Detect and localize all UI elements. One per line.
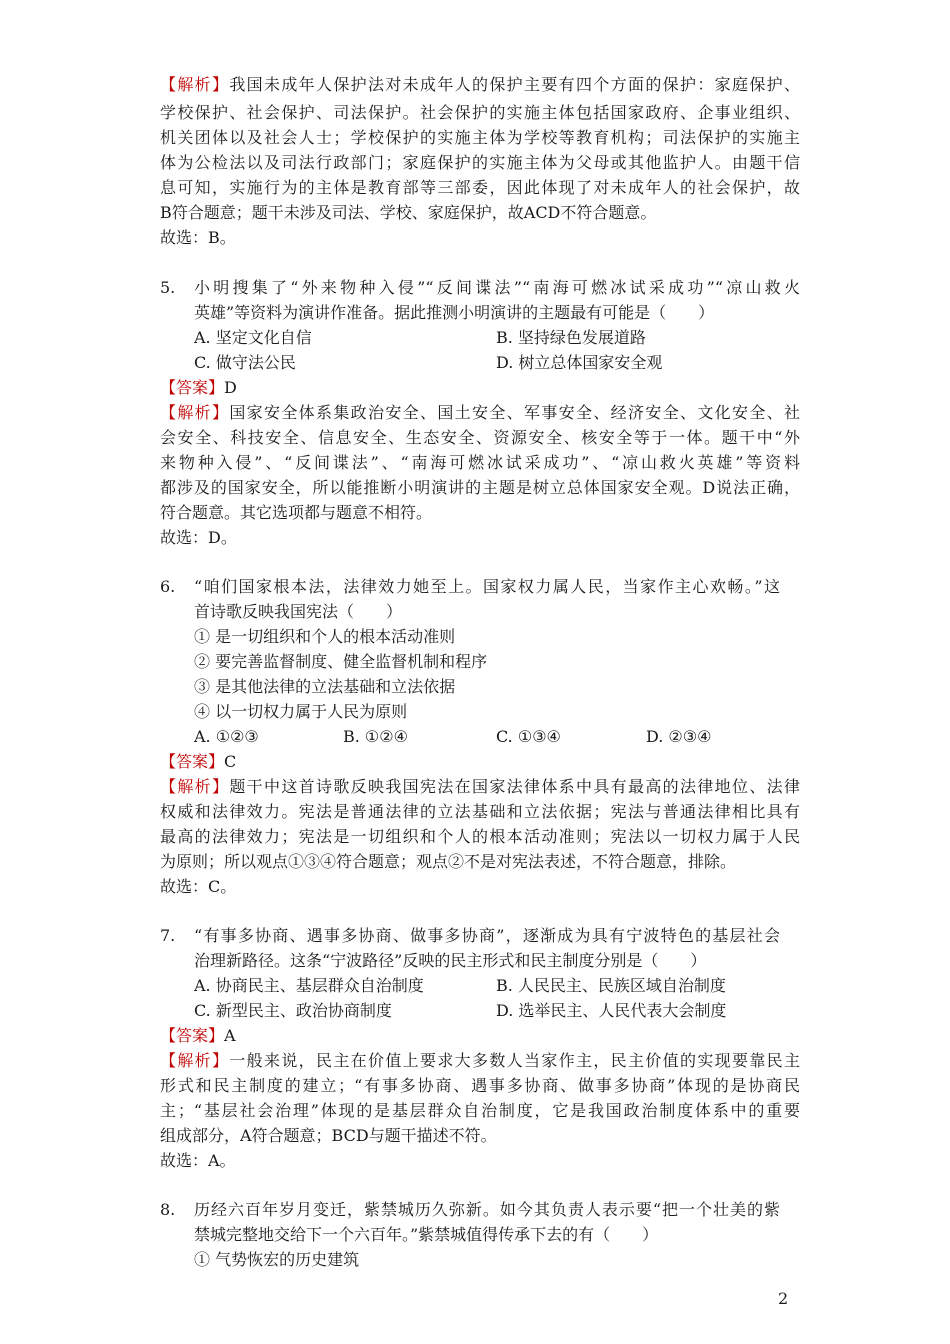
analysis-line: 为原则；所以观点①③④符合题意；观点②不是对宪法表述，不符合题意，排除。 [160,852,737,871]
answer-value: C [224,752,237,771]
option-a: A. 坚定文化自信 [194,328,312,347]
final-answer: 故选：C。 [160,877,237,896]
question-number: 8. [160,1200,176,1219]
analysis-line: 体为公检法以及司法行政部门；家庭保护的实施主体为父母或其他监护人。由题干信 [160,153,800,172]
final-answer: 故选：D。 [160,528,237,547]
analysis-line: 息可知，实施行为的主体是教育部等三部委，因此体现了对未成年人的社会保护，故 [160,178,800,197]
statement-item: ③ 是其他法律的立法基础和立法依据 [194,677,456,696]
option-b: B. 坚持绿色发展道路 [496,328,646,347]
question-stem: 小明搜集了“外来物种入侵”“反间谍法”“南海可燃冰试采成功”“凉山救火 [194,278,800,297]
analysis-line: 【解析】一般来说，民主在价值上要求大多数人当家作主，民主价值的实现要靠民主 [160,1051,800,1070]
analysis-line: 都涉及的国家安全，所以能推断小明演讲的主题是树立总体国家安全观。D说法正确， [160,478,800,497]
analysis-line: 【解析】题干中这首诗歌反映我国宪法在国家法律体系中具有最高的法律地位、法律 [160,777,800,796]
analysis-tag: 【解析】 [160,1051,230,1070]
analysis-line: B符合题意；题干未涉及司法、学校、家庭保护，故ACD不符合题意。 [160,203,657,222]
option-a: A. ①②③ [194,727,259,746]
statement-item: ④ 以一切权力属于人民为原则 [194,702,408,721]
statement-item: ② 要完善监督制度、健全监督机制和程序 [194,652,488,671]
option-d: D. 选举民主、人民代表大会制度 [496,1001,727,1020]
question-number: 5. [160,278,176,297]
option-d: D. 树立总体国家安全观 [496,353,663,372]
analysis-line: 形式和民主制度的建立；“有事多协商、遇事多协商、做事多协商”体现的是协商民 [160,1076,800,1095]
answer-tag: 【答案】 [160,378,225,397]
answer-line [160,1024,800,1048]
answer-line [160,750,800,774]
statement-item: ① 是一切组织和个人的根本活动准则 [194,627,456,646]
final-answer: 故选：A。 [160,1151,236,1170]
analysis-line: 【解析】我国未成年人保护法对未成年人的保护主要有四个方面的保护：家庭保护、 [160,75,800,94]
analysis-line: 权威和法律效力。宪法是普通法律的立法基础和立法依据；宪法与普通法律相比具有 [160,802,800,821]
analysis-tag: 【解析】 [160,403,230,422]
question-number: 7. [160,926,176,945]
option-c: C. ①③④ [496,727,561,746]
question-stem: 英雄”等资料为演讲作准备。据此推测小明演讲的主题最有可能是（ ） [194,303,715,322]
option-a: A. 协商民主、基层群众自治制度 [194,976,424,995]
analysis-line: 主；“基层社会治理”体现的是基层群众自治制度，它是我国政治制度体系中的重要 [160,1101,800,1120]
answer-value: A [224,1026,236,1045]
option-d: D. ②③④ [646,727,712,746]
final-answer: 故选：B。 [160,228,236,247]
analysis-line: 学校保护、社会保护、司法保护。社会保护的实施主体包括国家政府、企事业组织、 [160,103,800,122]
statement-item: ① 气势恢宏的历史建筑 [194,1250,360,1269]
analysis-tag: 【解析】 [160,75,230,94]
analysis-line: 符合题意。其它选项都与题意不相符。 [160,503,433,522]
answer-value: D [224,378,237,397]
option-c: C. 新型民主、政治协商制度 [194,1001,392,1020]
question-stem: 首诗歌反映我国宪法（ ） [194,602,403,621]
answer-tag: 【答案】 [160,1026,225,1045]
answer-line [160,376,800,400]
analysis-line: 机关团体以及社会人士；学校保护的实施主体为学校等教育机构；司法保护的实施主 [160,128,800,147]
answer-tag: 【答案】 [160,752,225,771]
question-stem: 治理新路径。这条“宁波路径”反映的民主形式和民主制度分别是（ ） [194,951,707,970]
question-stem: 禁城完整地交给下一个六百年。”紫禁城值得传承下去的有（ ） [194,1225,659,1244]
analysis-line: 最高的法律效力；宪法是一切组织和个人的根本活动准则；宪法以一切权力属于人民 [160,827,800,846]
option-b: B. 人民民主、民族区域自治制度 [496,976,726,995]
analysis-tag: 【解析】 [160,777,230,796]
analysis-line: 【解析】国家安全体系集政治安全、国土安全、军事安全、经济安全、文化安全、社 [160,403,800,422]
question-stem: “有事多协商、遇事多协商、做事多协商”，逐渐成为具有宁波特色的基层社会 [194,926,780,945]
page-number: 2 [778,1289,789,1308]
option-b: B. ①②④ [343,727,408,746]
question-stem: 历经六百年岁月变迁，紫禁城历久弥新。如今其负责人表示要“把一个壮美的紫 [194,1200,780,1219]
analysis-line: 会安全、科技安全、信息安全、生态安全、资源安全、核安全等于一体。题干中“外 [160,428,800,447]
analysis-line: 来物种入侵”、“反间谍法”、“南海可燃冰试采成功”、“凉山救火英雄”等资料 [160,453,800,472]
option-c: C. 做守法公民 [194,353,296,372]
question-number: 6. [160,577,176,596]
analysis-line: 组成部分，A符合题意；BCD与题干描述不符。 [160,1126,497,1145]
question-stem: “咱们国家根本法，法律效力她至上。国家权力属人民，当家作主心欢畅。”这 [194,577,780,596]
